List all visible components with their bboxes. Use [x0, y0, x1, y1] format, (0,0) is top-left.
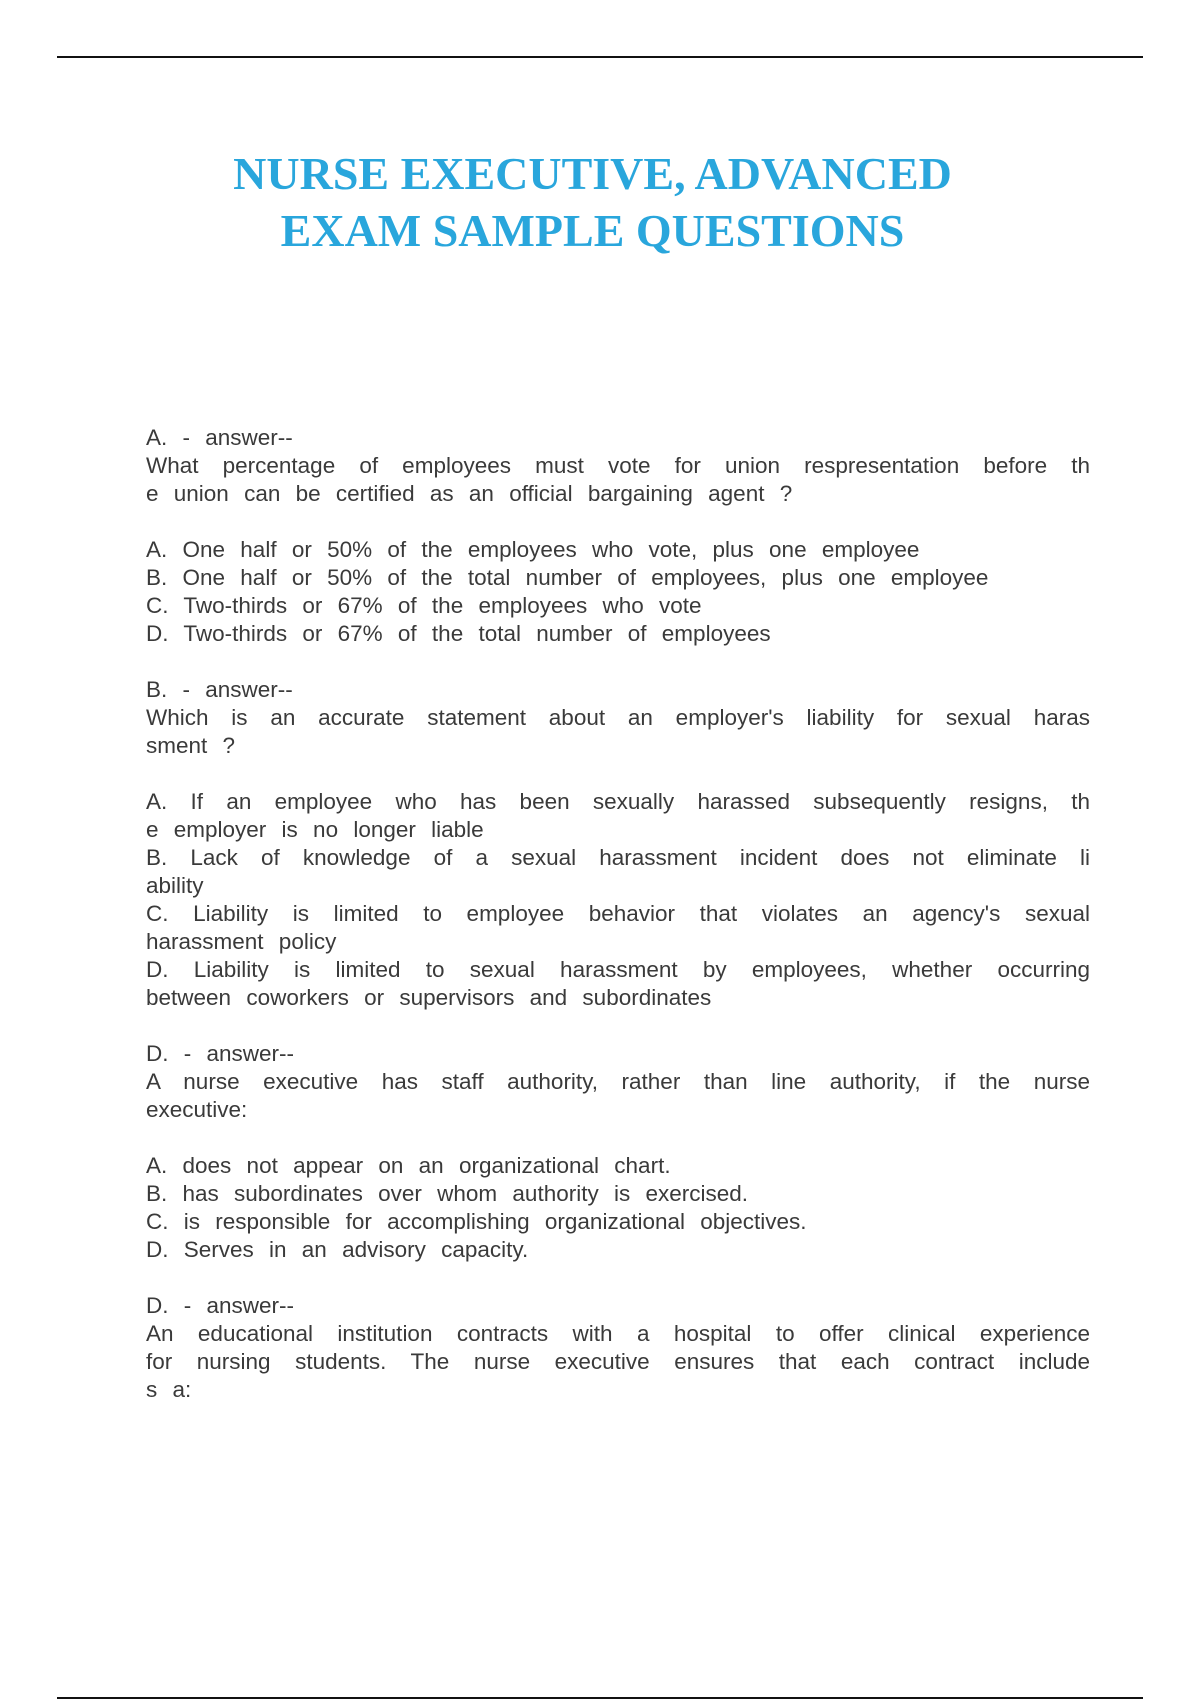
option-line: ability: [146, 873, 204, 898]
spacer: [146, 648, 1090, 676]
question-block-4: [146, 1292, 1090, 1404]
question-line: What percentage of employees must vote for union respresentation before th: [146, 453, 1090, 478]
option-line: C. is responsible for accomplishing organizational objectives.: [146, 1209, 807, 1234]
option-line: B. One half or 50% of the total number of employees, plus one employee: [146, 565, 989, 590]
spacer: [146, 1012, 1090, 1040]
spacer: [146, 1264, 1090, 1292]
answer-label: D. - answer--: [146, 1293, 295, 1318]
page-title: [0, 145, 1185, 259]
question-line: for nursing students. The nurse executive ensures that each contract include: [146, 1349, 1090, 1374]
option-line: harassment policy: [146, 929, 337, 954]
spacer: [146, 508, 1090, 536]
option-line: C. Liability is limited to employee behavior that violates an agency's sexual: [146, 901, 1090, 926]
option-line: A. If an employee who has been sexually harassed subsequently resigns, th: [146, 789, 1090, 814]
title-line-2: EXAM SAMPLE QUESTIONS: [280, 205, 905, 256]
question-block-1: [146, 424, 1090, 676]
top-rule: [57, 56, 1143, 58]
question-line: Which is an accurate statement about an employer's liability for sexual haras: [146, 705, 1090, 730]
option-line: B. has subordinates over whom authority is exercised.: [146, 1181, 749, 1206]
option-line: D. Serves in an advisory capacity.: [146, 1237, 529, 1262]
option-line: e employer is no longer liable: [146, 817, 484, 842]
question-line: executive:: [146, 1097, 248, 1122]
question-line: sment ?: [146, 733, 236, 758]
option-line: A. One half or 50% of the employees who vote, plus one employee: [146, 537, 920, 562]
question-block-2: [146, 676, 1090, 1040]
answer-label: A. - answer--: [146, 425, 293, 450]
question-line: A nurse executive has staff authority, rather than line authority, if the nurse: [146, 1069, 1090, 1094]
spacer: [146, 1124, 1090, 1152]
option-line: B. Lack of knowledge of a sexual harassment incident does not eliminate li: [146, 845, 1090, 870]
option-line: D. Liability is limited to sexual harassment by employees, whether occurring: [146, 957, 1090, 982]
option-line: between coworkers or supervisors and subordinates: [146, 985, 712, 1010]
answer-label: D. - answer--: [146, 1041, 295, 1066]
question-line: e union can be certified as an official bargaining agent ?: [146, 481, 793, 506]
option-line: A. does not appear on an organizational chart.: [146, 1153, 671, 1178]
answer-label: B. - answer--: [146, 677, 293, 702]
question-line: An educational institution contracts with a hospital to offer clinical experience: [146, 1321, 1090, 1346]
spacer: [146, 760, 1090, 788]
option-line: C. Two-thirds or 67% of the employees who vote: [146, 593, 702, 618]
question-block-3: [146, 1040, 1090, 1292]
document-body: [146, 424, 1090, 1404]
option-line: D. Two-thirds or 67% of the total number of employees: [146, 621, 771, 646]
bottom-rule: [57, 1697, 1143, 1699]
question-line: s a:: [146, 1377, 192, 1402]
title-line-1: NURSE EXECUTIVE, ADVANCED: [233, 148, 952, 199]
